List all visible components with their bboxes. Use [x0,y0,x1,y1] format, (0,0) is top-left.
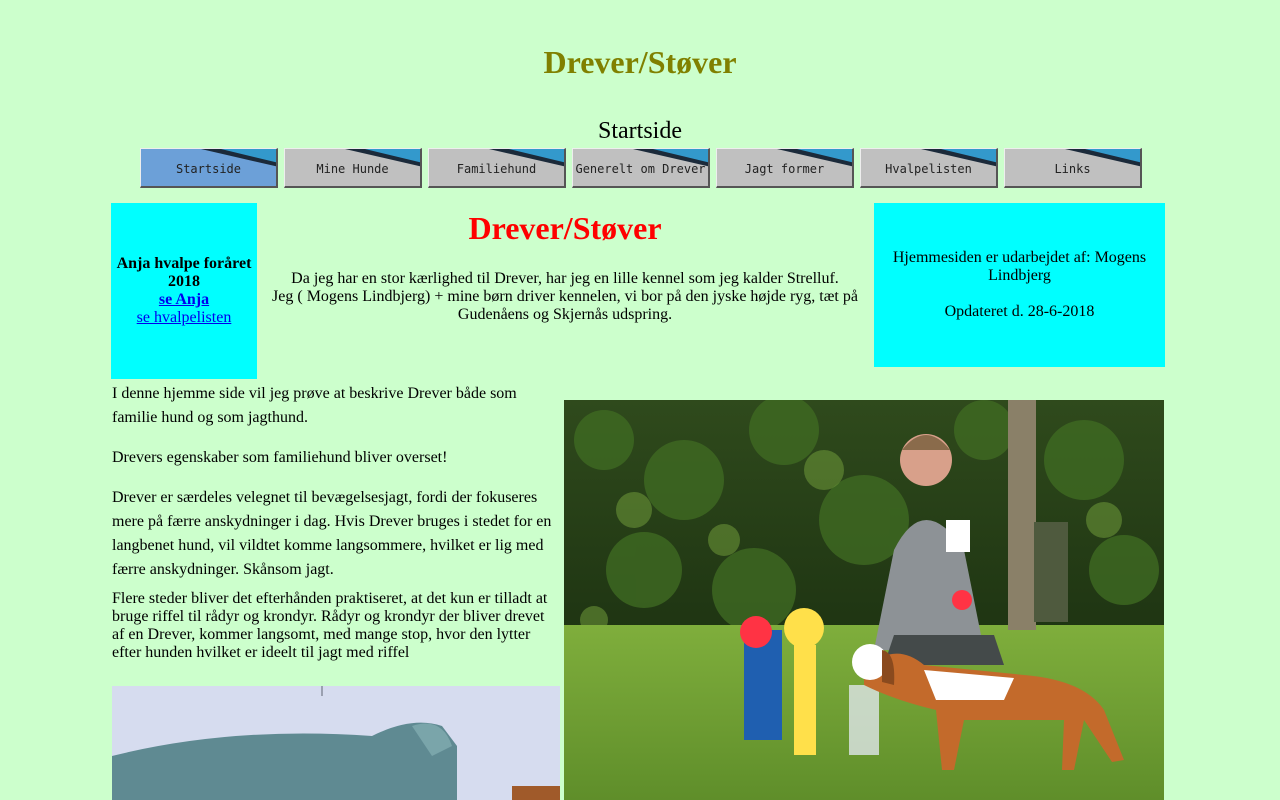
nav-button-label: Familiehund [456,162,537,176]
paragraph: Drever er særdeles velegnet til bevægelsesjagt, fordi der fokuseres mere på færre anskydninger i dag. Hvis Drever bruges i stedet for en langbenet hund, vil vildtet komme langsommere, hvilket er lig med færre anskydninger. Skånsom jagt. [112,489,552,578]
intro-line-1: Da jeg har en stor kærlighed til Drever, har jeg en lille kennel som jeg kalder Strelluf. [291,270,839,287]
paragraph: Drevers egenskaber som familiehund bliver overset! [112,449,448,466]
paragraph: Flere steder bliver det efterhånden praktiseret, at det kun er tilladt at bruge riffel til rådyr og krondyr. Rådyr og krondyr der bliver drevet af en Drever, kommer langsomt, med mange stop, hvor den lytter efter hunden hvilket er ideelt til jagt med riffel [112,590,548,661]
paragraph: I denne hjemme side vil jeg prøve at beskrive Drever både som familie hund og som jagthund. [112,385,517,426]
nav-button-startside[interactable] [140,148,278,188]
nav-button-hvalpelisten[interactable] [860,148,998,188]
site-title: Drever/Støver [543,44,737,80]
nav-button-label: Links [1054,162,1091,176]
puppies-info-box [111,203,257,379]
nav-button-label: Hvalpelisten [885,162,972,176]
nav-button-label: Startside [175,162,242,176]
puppies-heading: Anja hvalpe foråret 2018 [116,255,252,290]
intro-text [262,270,868,324]
intro-line-2: Jeg ( Mogens Lindbjerg) + mine børn driver kennelen, vi bor på den jyske højde ryg, tæt på Gudenåens og Skjernås udspring. [272,288,858,323]
see-anja-link[interactable]: se Anja [158,291,210,308]
nav-button-label: Generelt om Drever [575,162,706,176]
dog-on-sofa-photo [112,686,560,800]
nav-button-familiehund[interactable] [428,148,566,188]
intro-block [262,208,868,324]
author-text: Hjemmesiden er udarbejdet af: Mogens Lindbjerg [892,249,1147,284]
nav-button-label: Mine Hunde [316,162,389,176]
nav-button-generelt[interactable] [572,148,710,188]
content-text [112,382,560,678]
dog-show-photo [564,400,1164,800]
nav-button-links[interactable] [1004,148,1142,188]
see-puppy-list-link[interactable]: se hvalpelisten [136,309,232,326]
nav-button-mine-hunde[interactable] [284,148,422,188]
site-info-box [874,203,1165,367]
page-heading: Startside [598,118,682,144]
nav-button-label: Jagt former [744,162,825,176]
intro-title: Drever/Støver [468,210,662,246]
nav-button-jagt-former[interactable] [716,148,854,188]
updated-text: Opdateret d. 28-6-2018 [944,303,1095,320]
